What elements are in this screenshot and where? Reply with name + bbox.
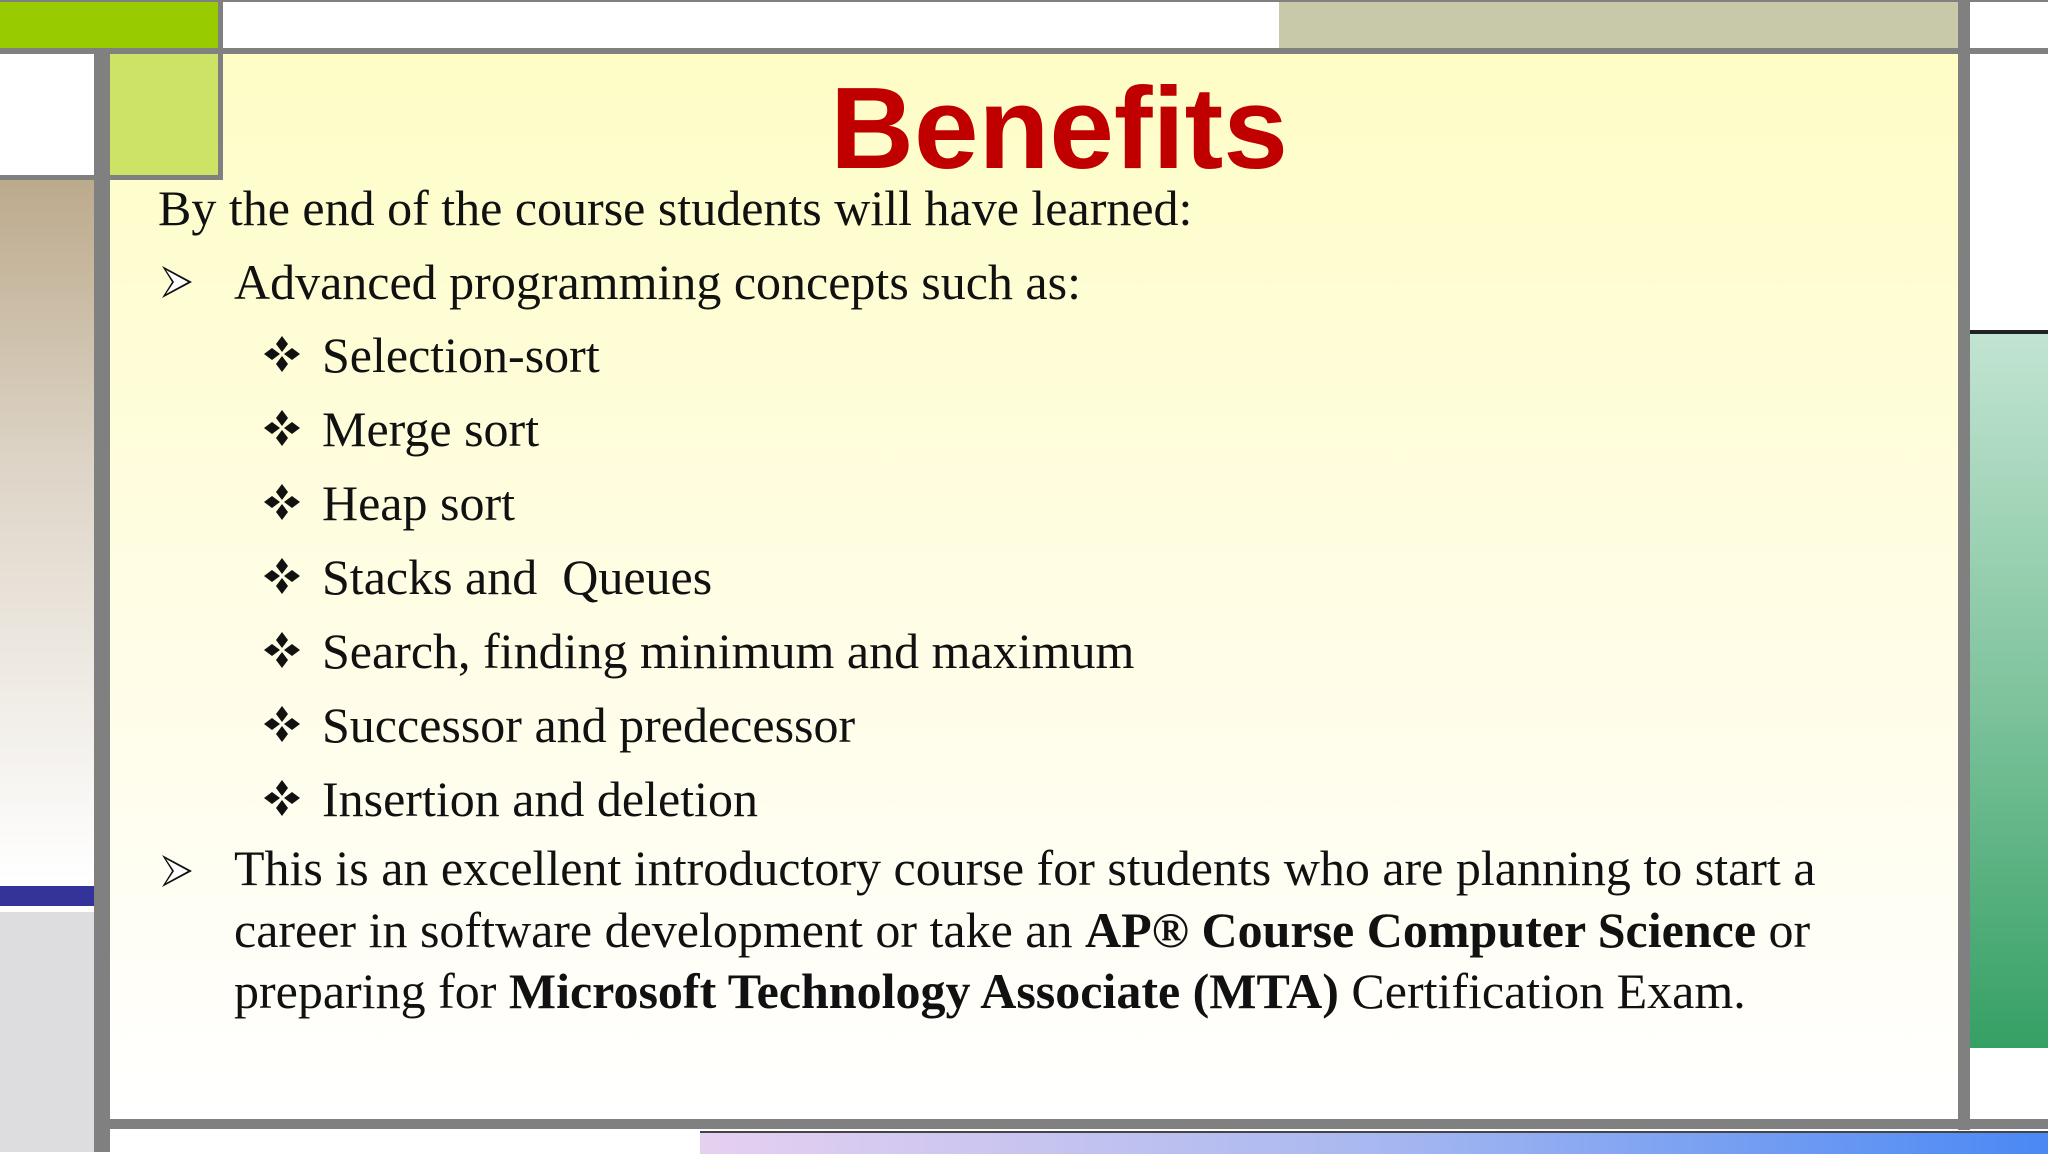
frame-line-left (94, 48, 110, 1152)
diamond-bullet-icon (262, 630, 302, 670)
diamond-bullet-icon (262, 482, 302, 522)
paragraph-text-3: Certification Exam. (1338, 963, 1746, 1019)
left-blue-bar (0, 886, 94, 906)
paragraph-text-2: or preparing for (234, 901, 1811, 1019)
arrow-bullet-icon (160, 853, 194, 889)
left-gradient-strip (0, 180, 94, 880)
top-olive-block (1279, 0, 1959, 48)
diamond-bullet-icon (262, 778, 302, 818)
subitem-successor-predecessor: Successor and predecessor (322, 697, 856, 753)
subitem-search: Search, finding minimum and maximum (322, 623, 1135, 679)
subitem-selection-sort: Selection-sort (322, 327, 600, 383)
ap-course-highlight: AP® Course Computer Science (1084, 901, 1757, 958)
bottom-gradient-bar (700, 1131, 2048, 1154)
paragraph-text-1: This is an excellent introductory course for students who are planning to start a career in software development or take an (234, 840, 1816, 958)
mta-highlight: Microsoft Technology Associate (MTA) (508, 963, 1339, 1019)
right-black-line (1962, 330, 2048, 334)
diamond-bullet-icon (262, 704, 302, 744)
course-description-paragraph (234, 838, 1864, 1023)
diamond-bullet-icon (262, 556, 302, 596)
frame-line-right (1958, 0, 1970, 1130)
arrow-bullet-icon (160, 264, 194, 300)
frame-line-top (0, 48, 2048, 54)
right-green-strip (1969, 334, 2048, 1048)
subitem-merge-sort: Merge sort (322, 401, 540, 457)
subitem-stacks-queues: Stacks and Queues (322, 549, 713, 605)
bullet-advanced-concepts: Advanced programming concepts such as: (234, 254, 1081, 310)
slide-title: Benefits (830, 63, 1288, 193)
subitem-heap-sort: Heap sort (322, 475, 515, 531)
subitem-insertion-deletion: Insertion and deletion (322, 771, 758, 827)
frame-line-bottom (96, 1119, 2048, 1129)
diamond-bullet-icon (262, 334, 302, 374)
top-left-green-block (0, 0, 220, 48)
intro-text: By the end of the course students will have learned: (158, 180, 1193, 236)
frame-line-top-edge (0, 0, 2048, 2)
left-bottom-gray (0, 912, 94, 1152)
diamond-bullet-icon (262, 408, 302, 448)
